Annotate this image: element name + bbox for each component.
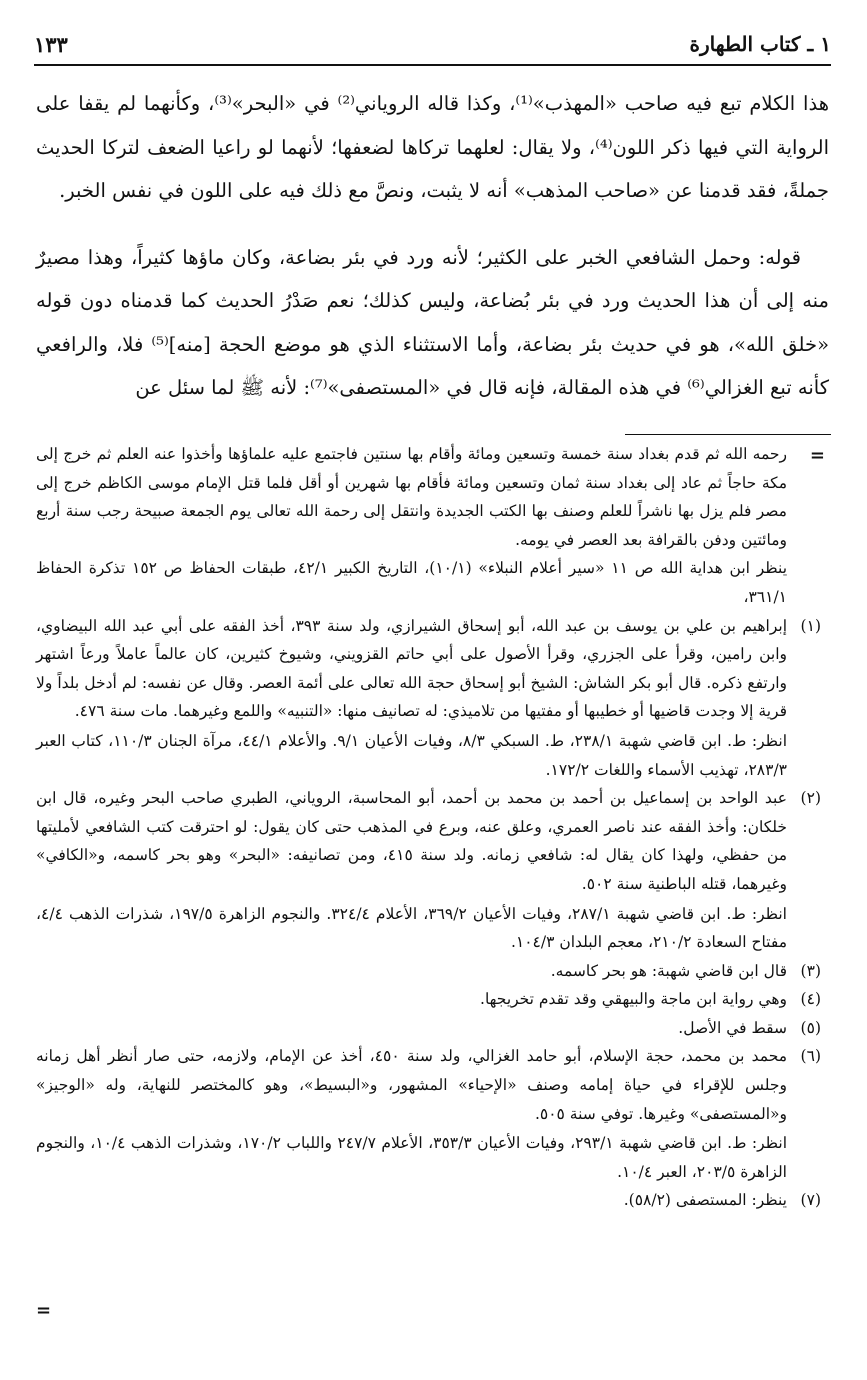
footnotes-section (36, 440, 821, 1215)
footnote-number: (٧) (800, 1191, 821, 1210)
footnote-item (36, 784, 821, 957)
page-header (34, 30, 831, 66)
chapter-title: ١ ـ كتاب الطهارة (689, 32, 831, 56)
footnote-number: (٦) (800, 1047, 821, 1066)
footnote-ref: انظر: ط. ابن قاضي شهبة ٢٣٨/١، ط. السبكي ٨/٣، وفيات الأعيان ٩/١. والأعلام ٤٤/١، مرآة الجنان ١١٠/٣، كتاب العبر ٢٨٣/٣، تهذيب الأسماء واللغات ١٧٢/٢. (36, 731, 787, 779)
footnote-item (36, 612, 821, 785)
main-paragraph-2: قوله: وحمل الشافعي الخبر على الكثير؛ لأنه ورد في بئر بضاعة، وكان ماؤها كثيراً، وهذا مصيرٌ منه إلى أن هذا الحديث ورد في بئر بُضاعة، وليس كذلك؛ نعم صَدْرُ الحديث كما قدمناه دون قوله «خلق الله»، هو في حديث بئر بضاعة، وأما الاستثناء الذي هو موضع الحجة [منه]⁽⁵⁾ فلا، والرافعي كأنه تبع الغزالي⁽⁶⁾ في هذه المقالة، فإنه قال في «المستصفى»⁽⁷⁾: لأنه ﷺ لما سئل عن (36, 245, 829, 399)
footnote-item (36, 957, 821, 986)
footnote-text: ينظر: المستصفى (٥٨/٢). (623, 1191, 787, 1210)
footnote-item (36, 1042, 821, 1186)
footnote-ref: انظر: ط. ابن قاضي شهبة ٢٩٣/١، وفيات الأعيان ٣٥٣/٣، الأعلام ٢٤٧/٧ واللباب ١٧٠/٢، وشذرات الذهب ١٠/٤، والنجوم الزاهرة ٢٠٣/٥، العبر ١٠/٤. (36, 1134, 787, 1181)
footnote-text: محمد بن محمد، حجة الإسلام، أبو حامد الغزالي، ولد سنة ٤٥٠، أخذ عن الإمام، ولازمه، حتى صار أنظر أهل زمانه وجلس للإقراء في حياة إمامه وصنف «الإحياء» المشهور، و«البسيط»، وهو كالمختصر للنهاية، وله «الوجيز» و«المستصفى» وغيرها. توفي سنة ٥٠٥. (36, 1047, 788, 1123)
footnote-text: عبد الواحد بن إسماعيل بن أحمد بن محمد بن أحمد، أبو المحاسبة، الروياني، الطبري صاحب البحر وغيره، قال ابن خلكان: وأخذ الفقه عند ناصر العمري، وعلق عنه، وبرع في المذهب حتى كان يقول: لو احترقت كتب الشافعي لأمليتها من حفظي، ولهذا كان يقال له: شافعي زمانه. ولد سنة ٤١٥، ومن تصانيفه: «البحر» وهو بحر كاسمه، و«الكافي» وغيرهما، قتله الباطنية سنة ٥٠٢. (36, 789, 787, 893)
page-number: ١٣٣ (34, 32, 68, 57)
footnote-item (36, 1014, 821, 1043)
footnote-number: (٢) (800, 789, 821, 808)
footnote-item (36, 1186, 821, 1215)
footnote-item (36, 985, 821, 1014)
footnote-number: (٥) (800, 1018, 821, 1037)
footnote-text: وهي رواية ابن ماجة والبيهقي وقد تقدم تخريجها. (480, 990, 787, 1009)
footnote-text: سقط في الأصل. (678, 1018, 787, 1037)
footnote-text: قال ابن قاضي شهبة: هو بحر كاسمه. (550, 961, 787, 980)
footnote-continuation-text: رحمه الله ثم قدم بغداد سنة خمسة وتسعين ومائة وأقام بها سنتين فاجتمع عليه علماؤها وأخذوا عنه العلم ثم خرج إلى مكة حاجاً ثم عاد إلى بغداد سنة ثمان وتسعين ومائة فأقام بها شهرين أو أقل فلما قتل الإمام موسى الكاظم خرج إلى مصر فلم يزل بها ناشراً للعلم وصنف بها الكتب الجديدة وانتقل إلى رحمة الله تعالى يوم الجمعة صبيحة رجب سنة أربع ومائتين ودفن بالقرافة بعد العصر في يومه. (36, 445, 787, 549)
footnote-ref: انظر: ط. ابن قاضي شهبة ٢٨٧/١، وفيات الأعيان ٣٦٩/٢، الأعلام ٣٢٤/٤. والنجوم الزاهرة ١٩٧/٥، شذرات الذهب ٤/٤، مفتاح السعادة ٢١٠/٢، معجم البلدان ١٠٤/٣. (36, 904, 787, 952)
footnote-number: (١) (800, 616, 821, 635)
footnote-number: (٤) (800, 990, 821, 1009)
end-marker: = (36, 1300, 52, 1321)
footnote-continuation-ref: ينظر ابن هداية الله ص ١١ «سير أعلام النبلاء» (١٠/١)، التاريخ الكبير ٤٢/١، طبقات الحفاظ ص ١٥٢ تذكرة الحفاظ ٣٦١/١، (36, 559, 788, 606)
footnote-text: إبراهيم بن علي بن يوسف بن عبد الله، أبو إسحاق الشيرازي، ولد سنة ٣٩٣، أخذ الفقه على أبي عبد الله البيضاوي، وابن رامين، وقرأ على الجزري، وقرأ الأصول على أبي حاتم القزويني، وشيوخ كثيرين، كان عالماً عاملاً ورعاً اشتهر وارتفع ذكره. قال أبو بكر الشاش: الشيخ أبو إسحاق حجة الله تعالى على أئمة العصر. وقال عن نفسه: لم أدخل بلداً ولا قرية إلا وجدت قاضيها أو خطيبها أو مفتيها من تلاميذي: له تصانيف منها: «التنبيه» واللمع وغيرهما. مات سنة ٤٧٦. (36, 616, 788, 721)
footnote-separator (625, 434, 831, 435)
footnote-number: (٣) (800, 961, 821, 980)
main-paragraph-1: هذا الكلام تبع فيه صاحب «المهذب»⁽¹⁾، وكذا قاله الروياني⁽²⁾ في «البحر»⁽³⁾، وكأنهما لم يقفا على الرواية التي فيها ذكر اللون⁽⁴⁾، ولا يقال: لعلهما تركاها لضعفها؛ لأنهما لو راعيا الضعف لتركا الحديث جملةً، فقد قدمنا عن «صاحب المذهب» أنه لا يثبت، ونصَّ مع ذلك فيه على اللون في نفس الخبر. (36, 92, 829, 202)
footnote-continuation (36, 440, 821, 612)
main-text (36, 82, 829, 410)
continuation-marker: = (809, 445, 825, 466)
